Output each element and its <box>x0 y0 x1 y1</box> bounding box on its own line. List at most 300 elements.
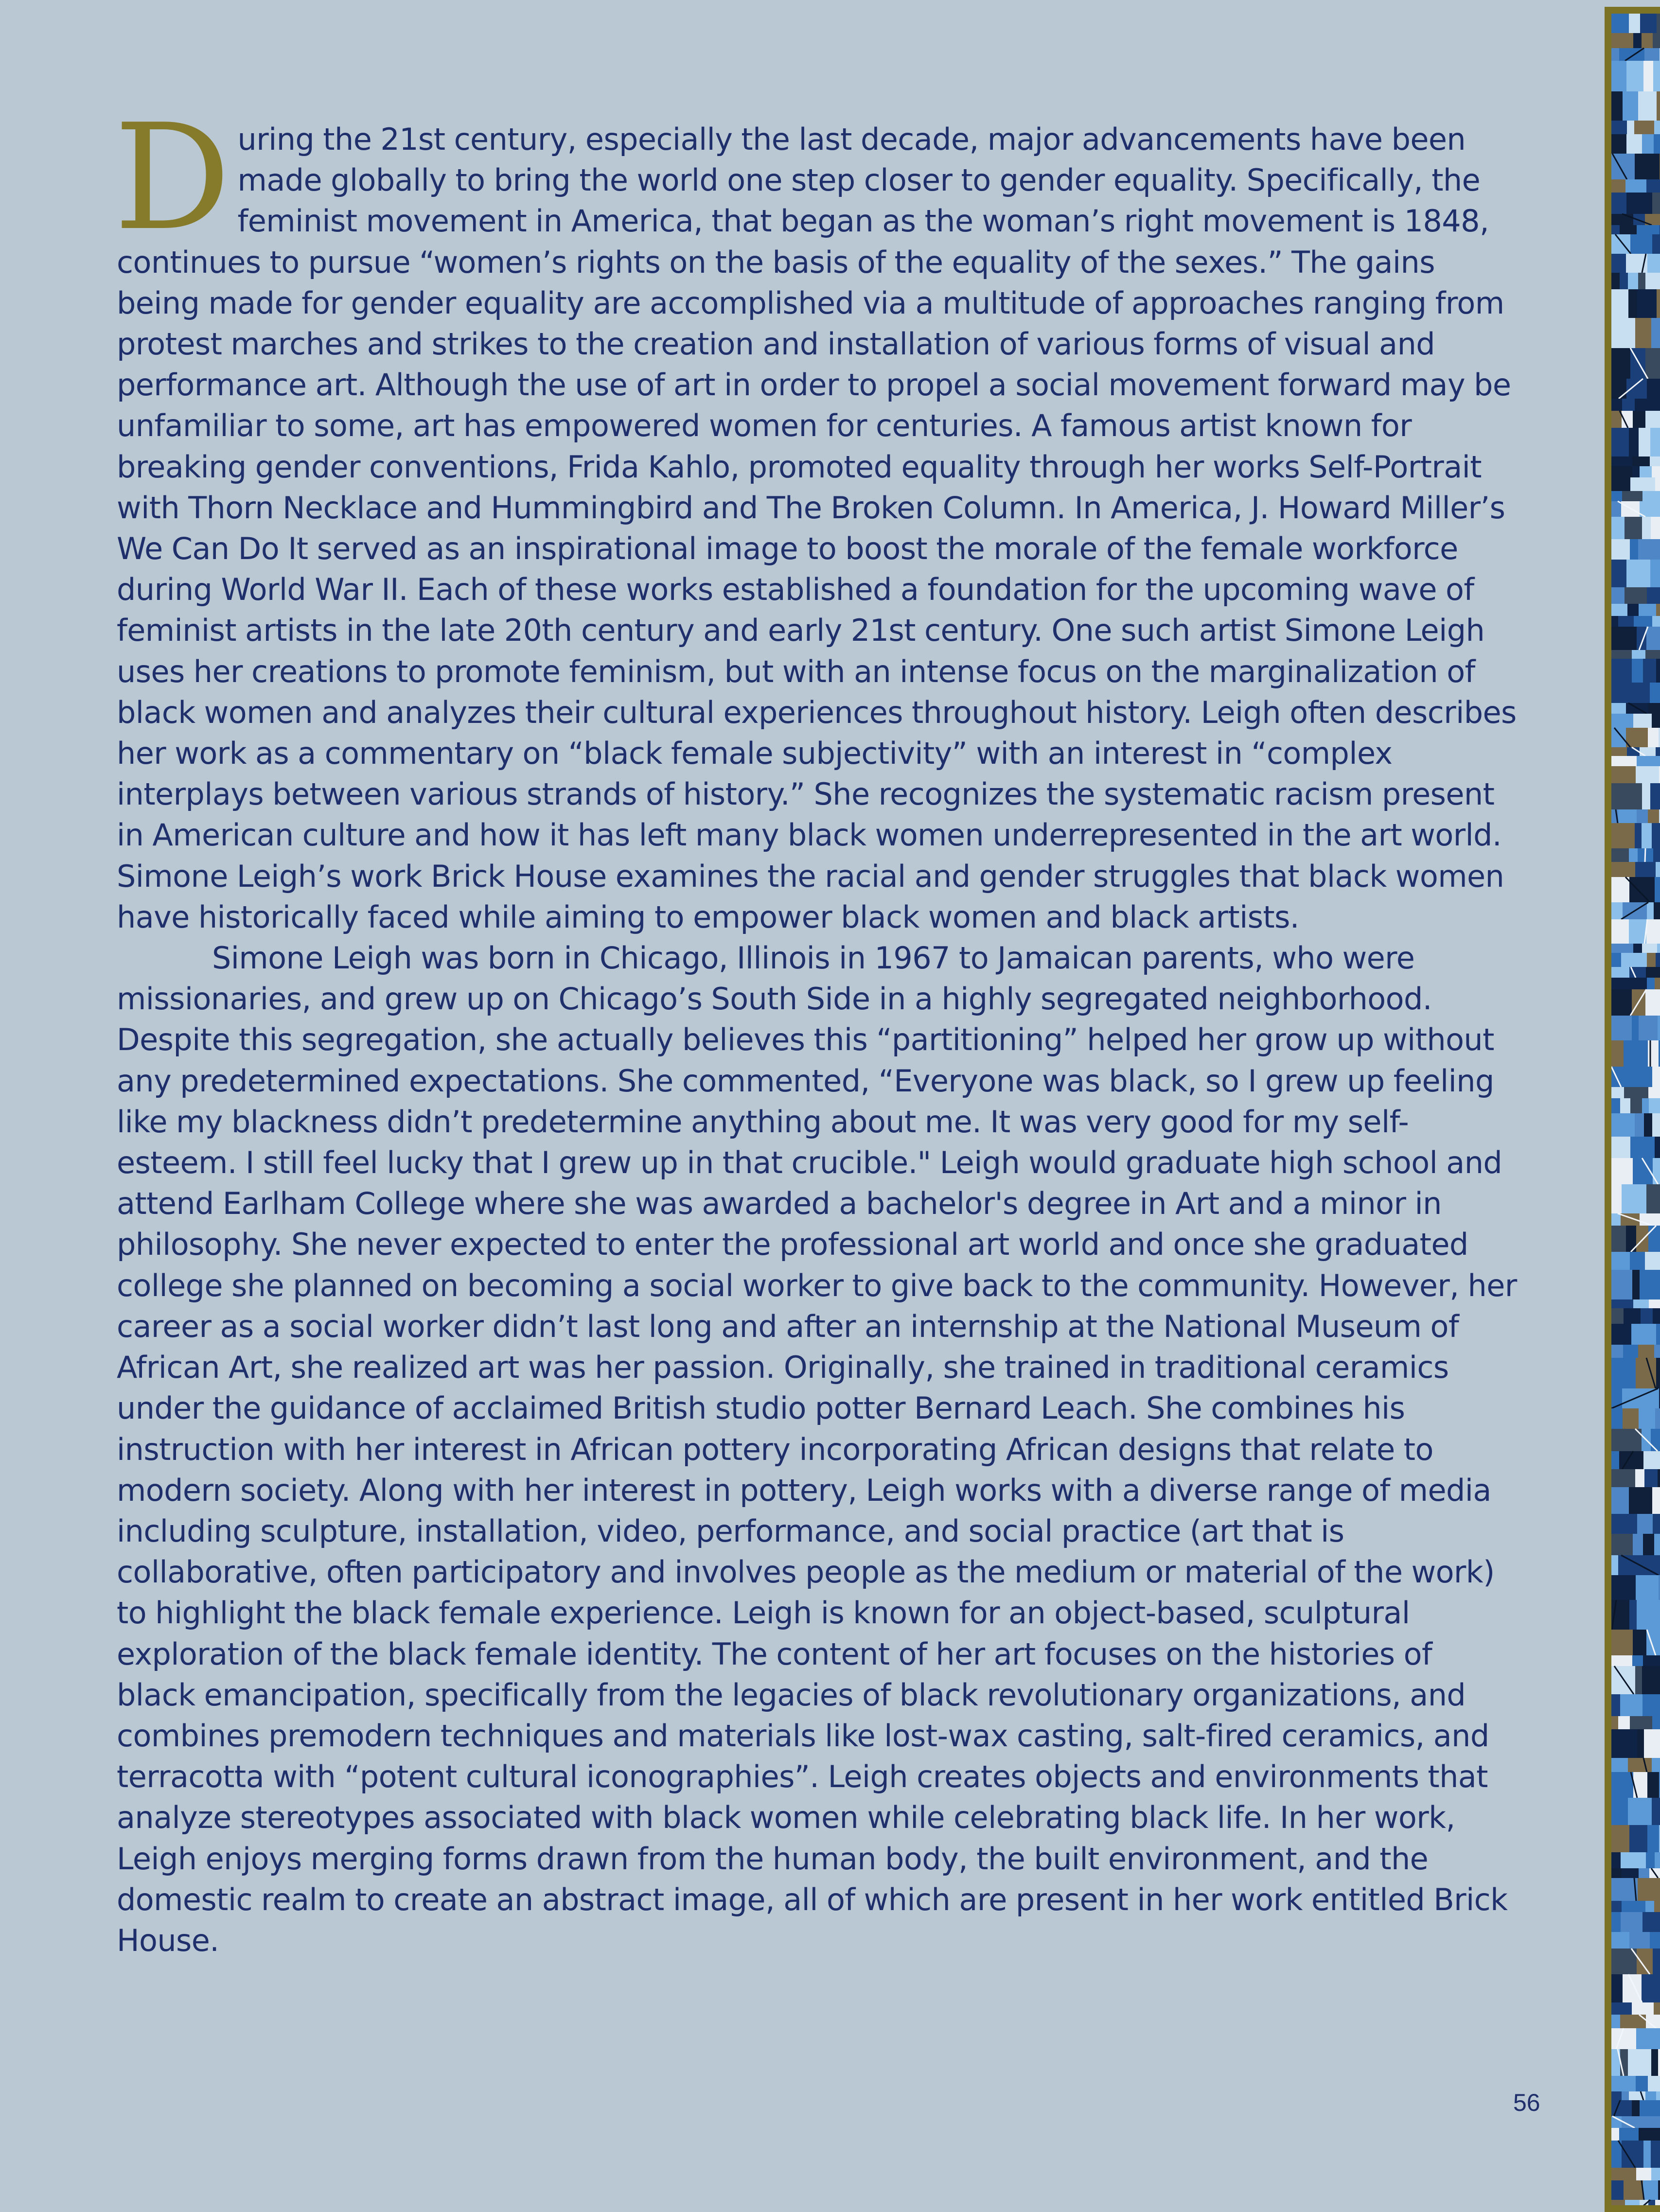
photo-mosaic-tile <box>1611 289 1628 318</box>
page-number: 56 <box>1513 2089 1540 2116</box>
photo-mosaic-tile <box>1637 1949 1653 1974</box>
photo-mosaic-tile <box>1611 273 1620 289</box>
photo-mosaic-tile <box>1611 1451 1619 1469</box>
photo-mosaic-tile <box>1624 1040 1648 1067</box>
photo-mosaic-tile <box>1639 1868 1649 1878</box>
photo-mosaic-tile <box>1653 33 1660 48</box>
photo-mosaic-tile <box>1624 2180 1643 2200</box>
photo-mosaic-tile <box>1611 48 1619 61</box>
photo-mosaic-tile <box>1636 766 1659 783</box>
photo-mosaic-tile <box>1611 2168 1636 2180</box>
photo-mosaic-tile <box>1623 91 1638 121</box>
photo-mosaic-tile <box>1611 456 1632 466</box>
article-body <box>114 93 1517 1961</box>
photo-mosaic-tile <box>1643 2141 1651 2168</box>
photo-mosaic-tile <box>1635 823 1642 848</box>
photo-mosaic-tile <box>1651 2168 1660 2180</box>
photo-mosaic-tile <box>1632 1016 1639 1040</box>
drop-cap-letter: D <box>114 93 231 263</box>
photo-mosaic-tile <box>1645 1252 1660 1270</box>
photo-mosaic-tile <box>1611 978 1636 989</box>
photo-mosaic-tile <box>1643 2180 1658 2200</box>
photo-mosaic-tile <box>1658 2049 1660 2076</box>
photo-mosaic-tile <box>1639 1016 1658 1040</box>
photo-mosaic-tile <box>1647 1772 1659 1798</box>
photo-mosaic-tile <box>1658 1016 1660 1040</box>
photo-mosaic-tile <box>1611 823 1635 848</box>
photo-mosaic-tile <box>1652 714 1660 728</box>
photo-mosaic-tile <box>1611 1974 1623 2002</box>
photo-mosaic-tile <box>1611 33 1633 48</box>
photo-mosaic-tile <box>1629 14 1640 33</box>
photo-mosaic-tile <box>1652 1716 1660 1729</box>
photo-mosaic-tile <box>1656 604 1660 616</box>
photo-mosaic-tile <box>1634 2116 1659 2128</box>
photo-mosaic-tile <box>1611 411 1622 428</box>
photo-mosaic-tile <box>1654 2002 1660 2015</box>
photo-mosaic-tile <box>1646 627 1660 650</box>
photo-mosaic-tile <box>1625 587 1647 604</box>
photo-mosaic-tile <box>1611 193 1626 214</box>
photo-mosaic-tile <box>1645 411 1660 428</box>
photo-mosaic-tile <box>1648 728 1659 747</box>
photo-mosaic-tile <box>1633 33 1642 48</box>
photo-mosaic-tile <box>1647 902 1654 919</box>
photo-mosaic-tile <box>1635 154 1660 179</box>
photo-mosaic-tile <box>1642 491 1660 501</box>
photo-mosaic-tile <box>1637 756 1660 766</box>
photo-mosaic-tile <box>1655 214 1660 225</box>
photo-mosaic-tile <box>1650 683 1659 703</box>
photo-mosaic-tile <box>1624 1308 1641 1324</box>
photo-mosaic-tile <box>1657 91 1660 121</box>
architectural-photo-image <box>1611 14 1660 2212</box>
photo-mosaic-tile <box>1635 318 1651 348</box>
photo-mosaic-tile <box>1649 1098 1660 1113</box>
photo-mosaic-tile <box>1635 1666 1642 1694</box>
photo-mosaic-tile <box>1611 2091 1622 2100</box>
photo-mosaic-tile <box>1650 560 1660 587</box>
photo-mosaic-tile <box>1651 517 1660 539</box>
photo-mosaic-tile <box>1611 1308 1624 1324</box>
photo-mosaic-tile <box>1636 1358 1656 1388</box>
photo-mosaic-tile <box>1637 289 1657 318</box>
photo-mosaic-tile <box>1611 379 1626 399</box>
photo-mosaic-tile <box>1611 587 1625 604</box>
photo-mosaic-tile <box>1611 1852 1621 1868</box>
photo-mosaic-tile <box>1631 1067 1652 1087</box>
photo-mosaic-tile <box>1654 1345 1660 1358</box>
photo-mosaic-tile <box>1646 1184 1660 1213</box>
photo-mosaic-tile <box>1611 61 1626 91</box>
photo-mosaic-tile <box>1636 2076 1648 2091</box>
photo-mosaic-tile <box>1646 919 1660 944</box>
photo-mosaic-tile <box>1620 273 1628 289</box>
photo-mosaic-tile <box>1635 1469 1644 1487</box>
photo-mosaic-tile <box>1611 1137 1630 1158</box>
photo-mosaic-tile <box>1622 1184 1628 1213</box>
photo-mosaic-tile <box>1611 1270 1632 1299</box>
photo-mosaic-tile <box>1636 1226 1648 1252</box>
photo-mosaic-tile <box>1640 2200 1648 2212</box>
photo-mosaic-tile <box>1632 1270 1640 1299</box>
photo-mosaic-tile <box>1629 1487 1652 1514</box>
photo-mosaic-tile <box>1652 466 1660 477</box>
photo-mosaic-tile <box>1654 121 1660 134</box>
photo-mosaic-tile <box>1611 1487 1629 1514</box>
photo-mosaic-tile <box>1611 1729 1637 1758</box>
photo-mosaic-tile <box>1628 2049 1651 2076</box>
photo-mosaic-tile <box>1611 1469 1635 1487</box>
photo-mosaic-tile <box>1611 1429 1634 1451</box>
photo-mosaic-tile <box>1640 2100 1660 2116</box>
photo-mosaic-tile <box>1651 318 1660 348</box>
photo-mosaic-tile <box>1611 1408 1623 1429</box>
photo-mosaic-tile <box>1611 254 1626 273</box>
photo-mosaic-tile <box>1654 902 1660 919</box>
photo-mosaic-tile <box>1611 919 1629 944</box>
photo-mosaic-tile <box>1655 877 1660 902</box>
photo-mosaic-tile <box>1611 766 1636 783</box>
photo-mosaic-tile <box>1611 1575 1636 1600</box>
photo-mosaic-tile <box>1611 1113 1635 1137</box>
photo-mosaic-tile <box>1629 1932 1650 1949</box>
photo-mosaic-tile <box>1652 539 1660 560</box>
photo-mosaic-tile <box>1643 61 1653 91</box>
photo-mosaic-tile <box>1657 14 1660 33</box>
photo-mosaic-tile <box>1642 1666 1660 1694</box>
photo-mosaic-tile <box>1652 1113 1660 1137</box>
photo-mosaic-tile <box>1652 1758 1660 1772</box>
photo-mosaic-tile <box>1634 121 1654 134</box>
photo-mosaic-tile <box>1637 1729 1644 1758</box>
photo-mosaic-tile <box>1629 1600 1637 1630</box>
photo-mosaic-tile <box>1611 1758 1628 1772</box>
photo-mosaic-tile <box>1611 862 1635 877</box>
photo-mosaic-tile <box>1653 1308 1660 1324</box>
photo-mosaic-tile <box>1642 1912 1660 1932</box>
photo-mosaic-tile <box>1647 379 1660 399</box>
photo-mosaic-tile <box>1626 134 1642 154</box>
photo-mosaic-tile <box>1611 2128 1619 2141</box>
photo-mosaic-tile <box>1627 121 1634 134</box>
photo-mosaic-tile <box>1639 2128 1660 2141</box>
paragraph-1-text: uring the 21st century, especially the last decade, major advancements have been made globally to bring the world one step closer to gender equality. Specifically, the feminist movement in America, that began as the woman’s right movement is 1848, continues to pursue “women’s rights on the basis of the equality of the sexes.” The gains being made for gender equality are accomplished via a multitude of approaches ranging from protest marches and strikes to the creation and installation of various forms of visual and performance art. Although the use of art in order to propel a social movement forward may be unfamiliar to some, art has empowered women for centuries. A famous artist known for breaking gender conventions, Frida Kahlo, promoted equality through her works Self-Portrait with Thorn Necklace and Hummingbird and The Broken Column. In America, J. Howard Miller’s We Can Do It served as an inspirational image to boost the morale of the female workforce during World War II. Each of these works established a foundation for the upcoming wave of feminist artists in the late 20th century and early 21st century. One such artist Simone Leigh uses her creations to promote feminism, but with an intense focus on the marginalization of black women and analyzes their cultural experiences throughout history. Leigh often describes her work as a commentary on “black female subjectivity” with an interest in “complex interplays between various strands of history.” She recognizes the systematic racism present in American culture and how it has left many black women underrepresented in the art world. Simone Leigh’s work Brick House examines the racial and gender struggles that black women have historically faced while aiming to empower black women and black artists. <box>117 122 1517 935</box>
photo-mosaic-tile <box>1642 1694 1660 1716</box>
photo-mosaic-tile <box>1611 714 1633 728</box>
photo-mosaic-tile <box>1652 1487 1660 1514</box>
photo-mosaic-tile <box>1656 1324 1660 1345</box>
photo-mosaic-tile <box>1619 2128 1639 2141</box>
photo-mosaic-tile <box>1611 616 1618 627</box>
photo-mosaic-tile <box>1640 747 1656 756</box>
photo-mosaic-tile <box>1647 1825 1659 1852</box>
photo-mosaic-tile <box>1632 650 1645 659</box>
photo-mosaic-tile <box>1634 616 1652 627</box>
photo-mosaic-tile <box>1644 1113 1652 1137</box>
photo-mosaic-tile <box>1633 411 1645 428</box>
photo-mosaic-tile <box>1638 1878 1651 1901</box>
photo-mosaic-tile <box>1611 539 1630 560</box>
photo-mosaic-tile <box>1611 1555 1618 1575</box>
photo-mosaic-tile <box>1611 1878 1622 1901</box>
photo-mosaic-tile <box>1648 2076 1660 2091</box>
photo-mosaic-tile <box>1655 1408 1660 1429</box>
photo-mosaic-tile <box>1629 848 1638 862</box>
photo-mosaic-tile <box>1622 1868 1639 1878</box>
photo-mosaic-tile <box>1644 1469 1658 1487</box>
photo-mosaic-tile <box>1652 616 1660 627</box>
photo-mosaic-tile <box>1651 1878 1660 1901</box>
photo-mosaic-tile <box>1611 1098 1620 1113</box>
photo-mosaic-tile <box>1643 1451 1660 1469</box>
photo-mosaic-tile <box>1640 1213 1660 1226</box>
photo-mosaic-tile <box>1632 2100 1640 2116</box>
photo-mosaic-tile <box>1611 1772 1633 1798</box>
photo-mosaic-tile <box>1646 967 1660 978</box>
photo-mosaic-tile <box>1618 1716 1630 1729</box>
photo-mosaic-tile <box>1611 1932 1629 1949</box>
photo-mosaic-tile <box>1620 1098 1630 1113</box>
photo-mosaic-tile <box>1611 1949 1637 1974</box>
photo-mosaic-tile <box>1636 2168 1651 2180</box>
photo-mosaic-tile <box>1636 978 1647 989</box>
photo-mosaic-tile <box>1611 1184 1622 1213</box>
photo-mosaic-tile <box>1611 1630 1633 1655</box>
photo-mosaic-tile <box>1611 517 1625 539</box>
photo-mosaic-tile <box>1635 1113 1644 1137</box>
photo-mosaic-tile <box>1651 2141 1660 2168</box>
photo-mosaic-tile <box>1630 234 1652 254</box>
photo-mosaic-tile <box>1654 134 1660 154</box>
photo-mosaic-tile <box>1640 14 1657 33</box>
photo-mosaic-tile <box>1628 273 1638 289</box>
photo-mosaic-tile <box>1638 273 1645 289</box>
photo-mosaic-tile <box>1654 1901 1660 1912</box>
photo-mosaic-tile <box>1611 2180 1624 2200</box>
photo-mosaic-tile <box>1625 2200 1640 2212</box>
photo-mosaic-tile <box>1642 1974 1660 2002</box>
photo-mosaic-tile <box>1611 953 1621 967</box>
photo-mosaic-tile <box>1611 989 1632 1016</box>
photo-mosaic-tile <box>1629 783 1642 809</box>
photo-mosaic-tile <box>1621 1852 1646 1868</box>
photo-mosaic-tile <box>1611 1299 1633 1308</box>
photo-mosaic-tile <box>1630 539 1638 560</box>
photo-mosaic-tile <box>1629 428 1639 456</box>
photo-mosaic-tile <box>1640 466 1652 477</box>
photo-mosaic-tile <box>1621 1912 1642 1932</box>
photo-mosaic-tile <box>1611 1067 1631 1087</box>
photo-mosaic-tile <box>1611 2200 1625 2212</box>
photo-mosaic-tile <box>1622 491 1642 501</box>
photo-mosaic-tile <box>1645 273 1660 289</box>
photo-mosaic-tile <box>1638 1345 1654 1358</box>
photo-mosaic-tile <box>1631 1324 1642 1345</box>
photo-mosaic-tile <box>1611 703 1626 714</box>
photo-mosaic-tile <box>1626 193 1652 214</box>
photo-mosaic-tile <box>1632 466 1640 477</box>
photo-mosaic-tile <box>1645 650 1660 659</box>
photo-mosaic-tile <box>1625 179 1646 193</box>
photo-mosaic-tile <box>1623 1974 1642 2002</box>
photo-mosaic-tile <box>1651 2049 1658 2076</box>
photo-mosaic-tile <box>1611 179 1625 193</box>
photo-mosaic-tile <box>1611 399 1622 411</box>
photo-mosaic-tile <box>1611 466 1632 477</box>
photo-mosaic-tile <box>1638 91 1657 121</box>
photo-mosaic-tile <box>1611 627 1637 650</box>
photo-mosaic-tile <box>1626 560 1650 587</box>
photo-mosaic-tile <box>1630 1716 1652 1729</box>
photo-mosaic-tile <box>1650 783 1660 809</box>
photo-mosaic-tile <box>1611 1040 1624 1067</box>
photo-mosaic-tile <box>1611 1358 1636 1388</box>
photo-mosaic-tile <box>1611 2076 1636 2091</box>
photo-mosaic-tile <box>1623 1345 1638 1358</box>
photo-mosaic-tile <box>1642 33 1653 48</box>
photo-mosaic-tile <box>1647 953 1656 967</box>
photo-mosaic-tile <box>1611 1798 1628 1825</box>
photo-mosaic-tile <box>1641 1308 1653 1324</box>
photo-mosaic-tile <box>1645 989 1660 1016</box>
photo-mosaic-tile <box>1636 683 1650 703</box>
photo-mosaic-tile <box>1611 1514 1637 1534</box>
photo-mosaic-tile <box>1611 225 1620 234</box>
photo-mosaic-tile <box>1638 539 1652 560</box>
photo-mosaic-tile <box>1611 902 1623 919</box>
photo-mosaic-tile <box>1611 1324 1631 1345</box>
photo-mosaic-tile <box>1611 747 1627 756</box>
photo-mosaic-tile <box>1639 604 1656 616</box>
photo-mosaic-tile <box>1611 1825 1629 1852</box>
photo-mosaic-tile <box>1628 1758 1652 1772</box>
photo-mosaic-tile <box>1637 1600 1660 1630</box>
photo-mosaic-tile <box>1646 179 1660 193</box>
photo-mosaic-tile <box>1611 2002 1632 2015</box>
photo-mosaic-tile <box>1611 783 1629 809</box>
photo-mosaic-tile <box>1630 1252 1645 1270</box>
photo-mosaic-tile <box>1655 1852 1660 1868</box>
photo-mosaic-tile <box>1648 703 1660 714</box>
side-photo-strip <box>1605 7 1660 2212</box>
photo-mosaic-tile <box>1629 919 1646 944</box>
photo-mosaic-tile <box>1611 491 1622 501</box>
photo-mosaic-tile <box>1647 587 1660 604</box>
photo-mosaic-tile <box>1624 650 1632 659</box>
photo-mosaic-tile <box>1643 659 1656 683</box>
photo-mosaic-tile <box>1611 14 1629 33</box>
photo-mosaic-tile <box>1611 1868 1622 1878</box>
photo-mosaic-tile <box>1620 1694 1642 1716</box>
photo-mosaic-tile <box>1642 944 1657 953</box>
photo-mosaic-tile <box>1633 944 1642 953</box>
photo-mosaic-tile <box>1652 193 1660 214</box>
photo-mosaic-tile <box>1642 783 1650 809</box>
photo-mosaic-tile <box>1637 627 1646 650</box>
photo-mosaic-tile <box>1611 1158 1633 1184</box>
photo-mosaic-tile <box>1624 1087 1648 1098</box>
photo-mosaic-tile <box>1611 1655 1632 1666</box>
photo-mosaic-tile <box>1636 2028 1660 2049</box>
photo-mosaic-tile <box>1611 214 1633 225</box>
photo-mosaic-tile <box>1622 399 1635 411</box>
photo-mosaic-tile <box>1623 1408 1639 1429</box>
photo-mosaic-tile <box>1645 2091 1656 2100</box>
photo-mosaic-tile <box>1648 1226 1660 1252</box>
photo-mosaic-tile <box>1611 1016 1632 1040</box>
photo-mosaic-tile <box>1632 1655 1643 1666</box>
photo-mosaic-tile <box>1628 1184 1646 1213</box>
photo-mosaic-tile <box>1611 756 1637 766</box>
photo-mosaic-tile <box>1638 1555 1660 1575</box>
photo-mosaic-tile <box>1611 1534 1633 1555</box>
photo-mosaic-tile <box>1653 1514 1660 1534</box>
photo-mosaic-tile <box>1655 978 1660 989</box>
photo-mosaic-tile <box>1625 517 1642 539</box>
photo-mosaic-tile <box>1611 1694 1620 1716</box>
photo-mosaic-tile <box>1639 1408 1655 1429</box>
photo-mosaic-tile <box>1645 348 1660 379</box>
photo-mosaic-tile <box>1642 517 1651 539</box>
photo-mosaic-tile <box>1611 501 1621 517</box>
article-paragraph-1 <box>114 93 1517 938</box>
photo-mosaic-tile <box>1611 348 1630 379</box>
photo-mosaic-tile <box>1611 877 1629 902</box>
photo-mosaic-tile <box>1611 728 1626 747</box>
photo-mosaic-tile <box>1656 953 1660 967</box>
photo-mosaic-tile <box>1611 944 1633 953</box>
photo-mosaic-tile <box>1652 1067 1660 1087</box>
photo-mosaic-tile <box>1657 944 1660 953</box>
photo-mosaic-tile <box>1611 967 1629 978</box>
photo-mosaic-tile <box>1650 428 1660 456</box>
photo-mosaic-tile <box>1626 61 1643 91</box>
photo-mosaic-tile <box>1642 823 1652 848</box>
photo-mosaic-tile <box>1611 683 1636 703</box>
photo-mosaic-tile <box>1635 399 1660 411</box>
photo-mosaic-tile <box>1611 428 1629 456</box>
photo-mosaic-tile <box>1611 134 1626 154</box>
photo-mosaic-tile <box>1656 2091 1660 2100</box>
photo-mosaic-tile <box>1611 2028 1636 2049</box>
photo-mosaic-tile <box>1611 560 1626 587</box>
photo-mosaic-tile <box>1627 604 1639 616</box>
photo-mosaic-tile <box>1655 1137 1660 1158</box>
photo-mosaic-tile <box>1630 1098 1642 1113</box>
photo-mosaic-tile <box>1658 1469 1660 1487</box>
photo-mosaic-tile <box>1655 477 1660 491</box>
photo-mosaic-tile <box>1657 289 1660 318</box>
photo-mosaic-tile <box>1640 1270 1660 1299</box>
photo-mosaic-tile <box>1611 318 1635 348</box>
photo-mosaic-tile <box>1647 978 1655 989</box>
photo-mosaic-tile <box>1618 616 1634 627</box>
photo-mosaic-tile <box>1632 659 1643 683</box>
photo-mosaic-tile <box>1622 1901 1645 1912</box>
photo-mosaic-tile <box>1637 809 1648 823</box>
photo-mosaic-tile <box>1628 289 1637 318</box>
photo-mosaic-tile <box>1611 1087 1624 1098</box>
photo-mosaic-tile <box>1651 1429 1660 1451</box>
photo-mosaic-tile <box>1611 1213 1621 1226</box>
photo-mosaic-tile <box>1611 1345 1623 1358</box>
photo-mosaic-tile <box>1611 650 1624 659</box>
photo-mosaic-tile <box>1626 728 1648 747</box>
photo-mosaic-tile <box>1611 1252 1630 1270</box>
photo-mosaic-tile <box>1646 1852 1655 1868</box>
photo-mosaic-tile <box>1652 823 1660 848</box>
